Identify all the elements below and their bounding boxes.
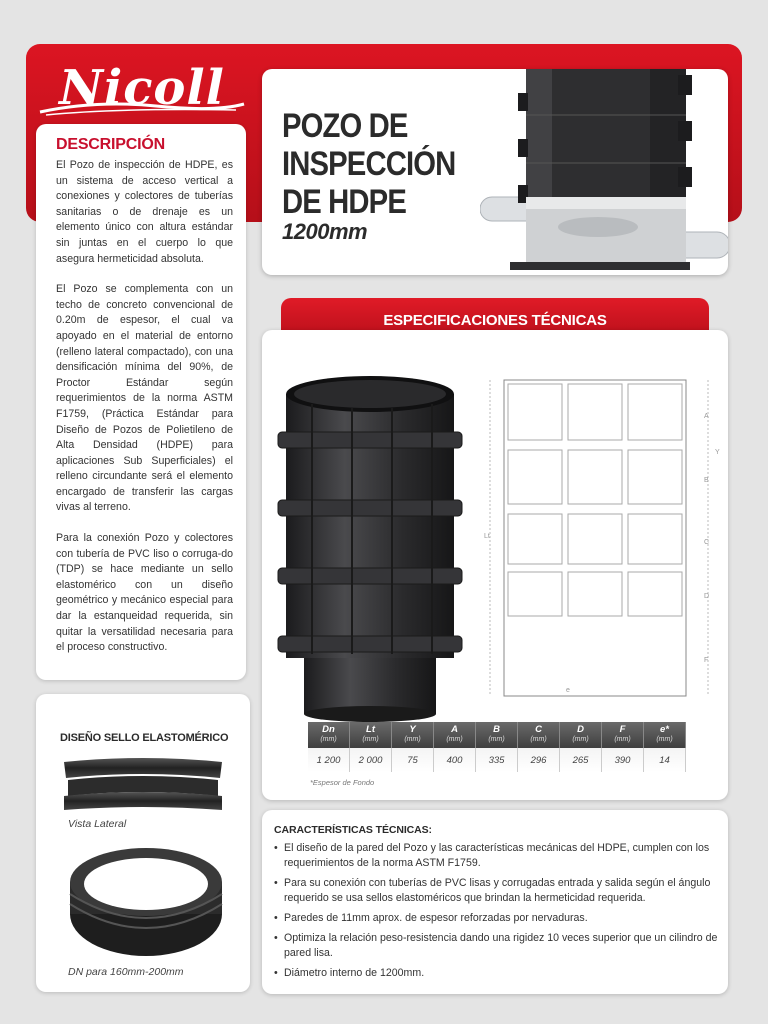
table-header-cell: B (mm) [476,722,518,748]
brand-name: Nicoll [59,60,225,116]
dim-label-y: Y [715,449,720,456]
seal-side-caption: Vista Lateral [68,818,127,830]
product-title [282,107,484,245]
dim-label-d: D [704,593,710,600]
description-card [36,124,246,680]
seal-heading: DISEÑO SELLO ELASTOMÉRICO [60,732,229,744]
technical-drawing [480,372,720,712]
table-header-cell: Dn (mm) [308,722,350,748]
logo-swoosh-icon [36,98,248,118]
title-card [262,69,728,275]
title-line-1: POZO DE [282,107,408,145]
table-cell: 75 [392,748,434,772]
table-header-cell: e* (mm) [644,722,686,748]
list-item: • Paredes de 11mm aprox. de espesor reforzadas por nervaduras. [274,911,724,926]
table-header-cell: D (mm) [560,722,602,748]
well-3d-image [272,364,468,724]
nicoll-logo [36,58,248,120]
dim-label-f: F [704,657,709,664]
description-paragraph: El Pozo se complementa con un techo de concreto convencional de 0.20m de espesor, el cual va apoyado en el material de entorno (relleno lateral compactado), con una densificación mínima del 90%, de Proctor Estándar según requerimientos de la norma ASTM F1759, (Práctica Estándar para Diseño de Pozos de Polietileno de Alta Densidad (HDPE) para aplicaciones Sub Superficiales) el relleno circundante será el elemento encargado de transferir las cargas vivas al terreno. [56,283,233,514]
dim-label-lt: Lt [484,533,490,540]
title-size: 1200mm [282,219,368,244]
table-row [308,748,686,772]
table-cell: 14 [644,748,686,772]
well-cutaway-image [480,69,728,275]
seal-ring-caption: DN para 160mm-200mm [68,966,184,978]
list-item: • Para su conexión con tuberías de PVC lisas y corrugadas entrada y salida según el ángulo requerido se usa sellos elastoméricos que brindan la hermeticidad requerida. [274,876,724,906]
table-header-cell: Lt (mm) [350,722,392,748]
seal-ring-image [66,842,226,962]
table-cell: 390 [602,748,644,772]
dim-label-e: e [566,687,570,694]
table-header-cell: C (mm) [518,722,560,748]
table-header-cell: Y (mm) [392,722,434,748]
specs-heading-tab: ESPECIFICACIONES TÉCNICAS [281,298,709,340]
features-heading: CARACTERÍSTICAS TÉCNICAS: [274,824,432,836]
table-cell: 2 000 [350,748,392,772]
description-heading: DESCRIPCIÓN [56,136,165,153]
table-cell: 1 200 [308,748,350,772]
description-paragraph: El Pozo de inspección de HDPE, es un sistema de acceso vertical a conexiones y colectores de tuberías sanitarias o de drenaje es un elemento único con altura estándar sin juntas en el cuerpo lo que asegura hermeticidad absoluta. [56,159,233,265]
specs-card [262,330,728,800]
table-cell: 265 [560,748,602,772]
table-footnote: *Espesor de Fondo [310,778,375,787]
list-item: • Diámetro interno de 1200mm. [274,966,724,981]
table-cell: 296 [518,748,560,772]
dim-label-b: B [704,477,709,484]
title-line-2: INSPECCIÓN [282,145,456,183]
list-item: • Optimiza la relación peso-resistencia dando una rigidez 10 veces superior que un cilindro de pared lisa. [274,931,724,961]
table-cell: 400 [434,748,476,772]
seal-design-card [36,694,250,992]
title-line-3: DE HDPE [282,183,406,221]
table-cell: 335 [476,748,518,772]
features-card [262,810,728,994]
dim-label-a: A [704,413,709,420]
table-header-cell: A (mm) [434,722,476,748]
seal-side-view-image [62,756,224,814]
dim-label-c: C [704,539,710,546]
list-item: • El diseño de la pared del Pozo y las características mecánicas del HDPE, cumplen con los requerimientos de la norma ASTM F1759. [274,841,724,871]
features-list [274,841,724,986]
table-header-row [308,722,686,748]
table-header-cell: F (mm) [602,722,644,748]
description-paragraph: Para la conexión Pozo y colectores con tubería de PVC liso o corruga-do (TDP) se hace mediante un sello elastomérico con un diseño geométrico y mecánico especial para dar la estanqueidad requerida, sin quitar la versatilidad necesaria para el proceso constructivo. [56,532,233,654]
specs-table [308,722,686,772]
